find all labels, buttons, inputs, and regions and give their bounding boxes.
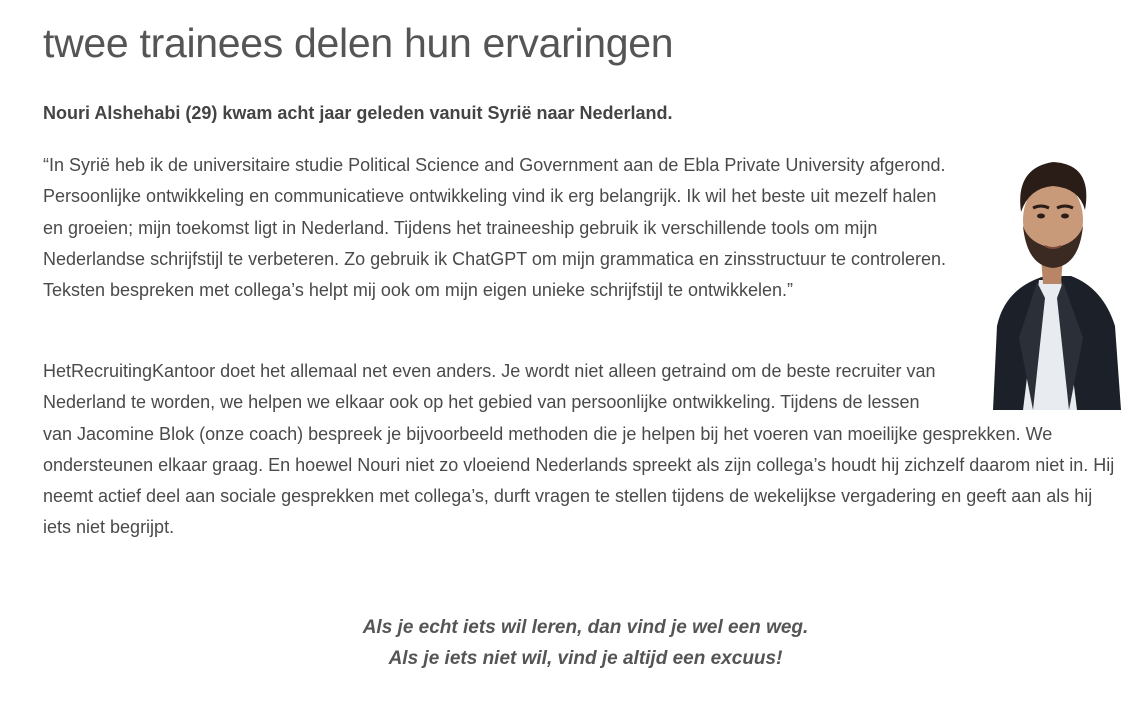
body-paragraph-text: HetRecruitingKantoor doet het allemaal net even anders. Je wordt niet alleen getraind om de beste recruiter van Nederland te worden, we helpen we elkaar ook op het gebied van persoonlijke ontwikkeling. Tijdens de lessen van Jacomine Blok (onze coach) bespreek je bijvoorbeeld methoden die je helpen bij het voeren van moeilijke gesprekken. We ondersteunen elkaar graag. En hoewel Nouri niet zo vloeiend Nederlands spreekt als zijn collega’s houdt hij zichzelf daarom niet in. Hij neemt actief deel aan sociale gesprekken met collega’s, durft vragen te stellen tijdens de wekelijkse vergadering en geeft aan als hij iets niet begrijpt. [43,361,1115,538]
eye-right [1061,214,1069,219]
portrait-spacer [948,356,1118,412]
eye-left [1037,214,1045,219]
page-title: twee trainees delen hun ervaringen [43,20,674,66]
intro-text: Nouri Alshehabi (29) kwam acht jaar geleden vanuit Syrië naar Nederland. [43,103,673,123]
trainee-quote: “In Syrië heb ik de universitaire studie Political Science and Government aan de Ebla Private University afgerond. Persoonlijke ontwikkeling en communicatieve ontwikkeling vind ik erg belangrijk. Ik wil het beste uit mezelf halen en groeien; mijn toekomst ligt in Nederland. Tijdens het traineeship gebruik ik verschillende tools om mijn Nederlandse schrijfstijl te verbeteren. Zo gebruik ik ChatGPT om mijn grammatica en zinsstructuur te controleren. Teksten bespreken met collega’s helpt mij ook om mijn eigen unieke schrijfstijl te ontwikkelen.” [43,155,947,301]
closing-line-2: Als je iets niet wil, vind je altijd een excuus! [388,648,783,669]
closing-quote [43,612,1128,674]
closing-line-1: Als je echt iets wil leren, dan vind je wel een weg. [362,617,809,638]
body-paragraph [43,356,1118,544]
